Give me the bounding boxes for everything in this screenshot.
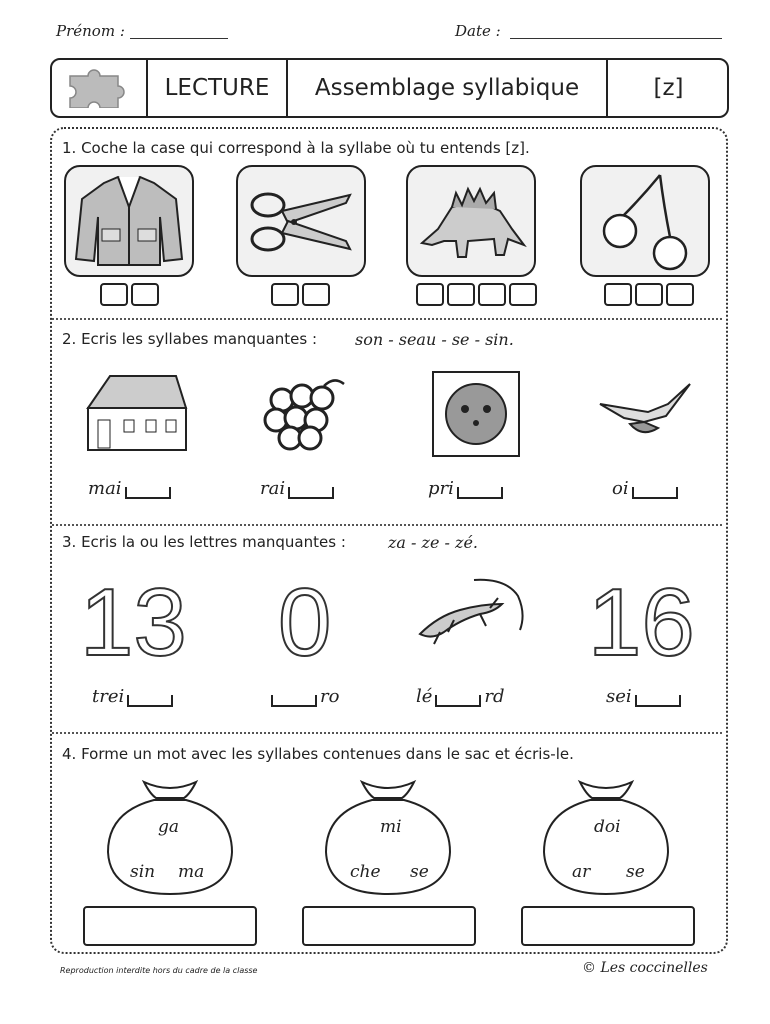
- electric-socket-icon: [432, 371, 520, 457]
- grapes-icon: [262, 372, 354, 454]
- lizard-icon: [410, 574, 530, 650]
- ex3-letters: za - ze - zé.: [388, 533, 479, 552]
- answer-blank[interactable]: [435, 695, 481, 707]
- bag1-syllable-top: ga: [158, 817, 180, 837]
- answer-box-3[interactable]: [521, 906, 695, 946]
- cherries-icon: [582, 167, 708, 275]
- number-16: 16: [588, 569, 695, 676]
- bag1-syllable-left: sin: [130, 862, 156, 882]
- bag1-syllable-right: ma: [178, 862, 205, 882]
- answer-blank[interactable]: [635, 695, 681, 707]
- word-suffix: rd: [484, 686, 505, 707]
- answer-blank[interactable]: [288, 487, 334, 499]
- checkbox-group-1[interactable]: [100, 283, 162, 306]
- date-label: Date :: [455, 22, 501, 40]
- title-bar: [50, 58, 729, 118]
- answer-blank[interactable]: [457, 487, 503, 499]
- word-prefix: mai: [88, 478, 122, 499]
- bag3-syllable-right: se: [626, 862, 645, 882]
- answer-box-2[interactable]: [302, 906, 476, 946]
- ex1-picture-3: [406, 165, 536, 277]
- puzzle-icon: [64, 68, 136, 112]
- checkbox-group-3[interactable]: [416, 283, 540, 306]
- ex1-picture-4: [580, 165, 710, 277]
- date-field[interactable]: [510, 24, 722, 39]
- answer-blank[interactable]: [125, 487, 171, 499]
- word-prefix: lé: [416, 686, 433, 707]
- ex1-instruction: 1. Coche la case qui correspond à la syllabe où tu entends [z].: [62, 139, 530, 157]
- ex3-word-1: [92, 686, 176, 707]
- checkbox-group-4[interactable]: [604, 283, 697, 306]
- word-suffix: ro: [320, 686, 340, 707]
- bag2-syllable-top: mi: [380, 817, 402, 837]
- number-0: 0: [278, 569, 332, 676]
- ex3-word-4: [606, 686, 684, 707]
- house-icon: [84, 370, 190, 452]
- ex2-word-2: [260, 478, 337, 499]
- checkbox-group-2[interactable]: [271, 283, 333, 306]
- bird-icon: [594, 378, 694, 448]
- ex2-word-1: [88, 478, 174, 499]
- prenom-label: Prénom :: [56, 22, 125, 40]
- word-prefix: trei: [92, 686, 125, 707]
- footer-copyright-notice: Reproduction interdite hors du cadre de la classe: [60, 966, 258, 975]
- divider: [52, 732, 722, 734]
- word-prefix: oi: [612, 478, 629, 499]
- bag2-syllable-left: che: [350, 862, 381, 882]
- ex1-picture-2: [236, 165, 366, 277]
- word-prefix: pri: [428, 478, 454, 499]
- divider: [52, 318, 722, 320]
- ex3-word-2: [268, 686, 339, 707]
- ex1-picture-1: [64, 165, 194, 277]
- dinosaur-icon: [408, 167, 534, 275]
- bag3-syllable-top: doi: [594, 817, 621, 837]
- bag-icon: [322, 778, 454, 898]
- title-subject: LECTURE: [146, 60, 286, 116]
- cardigan-icon: [66, 167, 192, 275]
- ex2-syllables: son - seau - se - sin.: [355, 330, 514, 349]
- ex2-word-3: [428, 478, 506, 499]
- prenom-field[interactable]: [130, 24, 228, 39]
- answer-blank[interactable]: [632, 487, 678, 499]
- divider: [52, 524, 722, 526]
- answer-blank[interactable]: [127, 695, 173, 707]
- bag-icon: [104, 778, 236, 898]
- scissors-icon: [238, 167, 364, 275]
- title-topic: Assemblage syllabique: [286, 60, 606, 116]
- answer-box-1[interactable]: [83, 906, 257, 946]
- ex3-instruction: 3. Ecris la ou les lettres manquantes :: [62, 533, 346, 551]
- word-prefix: rai: [260, 478, 286, 499]
- bag3-syllable-left: ar: [572, 862, 591, 882]
- bag2-syllable-right: se: [410, 862, 429, 882]
- ex4-instruction: 4. Forme un mot avec les syllabes contenues dans le sac et écris-le.: [62, 745, 574, 763]
- ex2-word-4: [612, 478, 681, 499]
- number-13: 13: [80, 569, 187, 676]
- bag-icon: [540, 778, 672, 898]
- word-prefix: sei: [606, 686, 632, 707]
- answer-blank[interactable]: [271, 695, 317, 707]
- footer-brand: © Les coccinelles: [582, 960, 708, 976]
- ex2-instruction: 2. Ecris les syllabes manquantes :: [62, 330, 318, 348]
- title-sound: [z]: [606, 60, 729, 116]
- ex3-word-3: [416, 686, 505, 707]
